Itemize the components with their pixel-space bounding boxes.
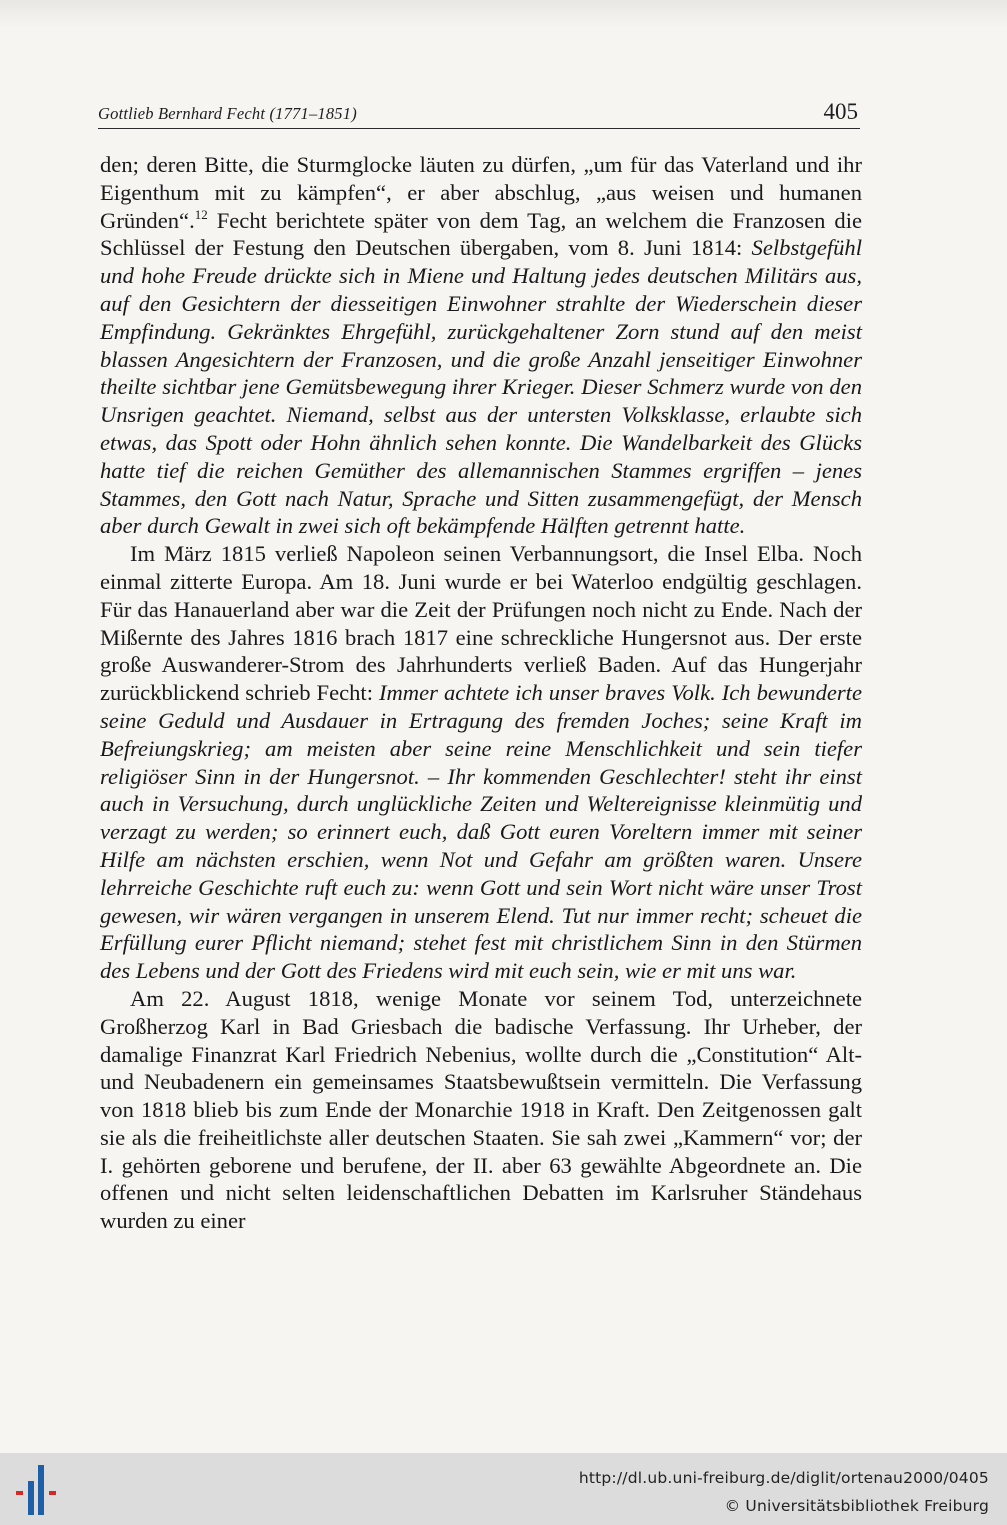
viewer-footer <box>0 1453 1007 1525</box>
paragraph <box>100 985 862 1235</box>
running-head <box>98 98 860 129</box>
text-run: Im März 1815 verließ Napoleon seinen Verbannungsort, die Insel Elba. Noch einmal zitterte Europa. Am 18. Juni wurde er bei Waterloo endgültig geschlagen. Für das Hanauerland aber war die Zeit der Prüfungen noch nicht zu Ende. Nach der Mißernte des Jahres 1816 brach 1817 eine schreckliche Hungersnot aus. Der erste große Auswanderer-Strom des Jahrhunderts verließ Baden. Auf das Hungerjahr zurückblickend schrieb Fecht: <box>100 541 862 706</box>
source-url[interactable]: http://dl.ub.uni-freiburg.de/diglit/ortenau2000/0405 <box>578 1469 989 1487</box>
running-title: Gottlieb Bernhard Fecht (1771–1851) <box>98 104 357 123</box>
ub-freiburg-logo-icon <box>12 1461 64 1517</box>
copyright-notice: © Universitätsbibliothek Freiburg <box>724 1497 989 1515</box>
text-run: den; deren Bitte, die Sturmglocke läuten zu dürfen, „um für das Vaterland und ihr Eigenthum mit zu kämpfen“, er aber abschlug, „aus weisen und humanen Gründen“. <box>100 152 862 233</box>
page-number: 405 <box>823 99 858 124</box>
paragraph <box>100 540 862 985</box>
text-run: Am 22. August 1818, wenige Monate vor seinem Tod, unterzeichnete Großherzog Karl in Bad Griesbach die badische Verfassung. Ihr Urheber, der damalige Finanzrat Karl Friedrich Nebenius, wollte durch die „Constitution“ Alt- und Neubadenern ein gemeinsames Staatsbewußtsein vermitteln. Die Verfassung von 1818 blieb bis zum Ende der Monarchie 1918 in Kraft. Den Zeitgenossen galt sie als die freiheitlichste aller deutschen Staaten. Sie sah zwei „Kammern“ vor; der I. gehörten geborene und berufene, der II. aber 63 gewählte Abgeordnete an. Die offenen und nicht selten leidenschaftlichen Debatten im Karlsruher Ständehaus wurden zu einer <box>100 985 862 1234</box>
footnote-marker: 12 <box>194 206 208 222</box>
body-text <box>100 151 862 1235</box>
paragraph <box>100 151 862 540</box>
text-run: Fecht berichtete später von dem Tag, an welchem die Franzosen die Schlüssel der Festung den Deutschen übergaben, vom 8. Juni 1814: <box>100 207 862 261</box>
italic-quote: Selbstgefühl und hohe Freude drückte sich in Miene und Haltung jedes deutschen Militärs aus, auf den Gesichtern der diesseitigen Einwohner strahlte der Wiederschein dieser Empfindung. Gekränktes Ehrgefühl, zurückgehaltener Zorn stund auf den meist blassen Angesichtern der Franzosen, und die große Anzahl jenseitiger Einwohner theilte sichtbar jene Gemütsbewegung ihrer Krieger. Dieser Schmerz wurde von den Unsrigen geachtet. Niemand, selbst aus der untersten Volksklasse, erlaubte sich etwas, das Spott oder Hohn ähnlich sehen konnte. Die Wandelbarkeit des Glücks hatte tief die reichen Gemüther des allemannischen Stammes ergriffen – jenes Stammes, den Gott nach Natur, Sprache und Sitten zusammengefügt, der Mensch aber durch Gewalt in zwei sich oft bekämpfende Hälften getrennt hatte. <box>100 235 862 539</box>
page-top-edge <box>0 0 1007 28</box>
italic-quote: Immer achtete ich unser braves Volk. Ich bewunderte seine Geduld und Ausdauer in Ertragung des fremden Joches; seine Kraft im Befreiungskrieg; am meisten aber seine reine Menschlichkeit und sein tiefer religiöser Sinn in der Hungersnot. – Ihr kommenden Geschlechter! steht ihr einst auch in Versuchung, durch unglückliche Zeiten und Weltereignisse kleinmütig und verzagt zu werden; so erinnert euch, daß Gott euren Voreltern immer mit seiner Hilfe am nächsten erschien, wenn Not und Gefahr am größten waren. Unsere lehrreiche Geschichte ruft euch zu: wenn Gott und sein Wort nicht wäre unser Trost gewesen, wir wären vergangen in unserem Elend. Tut nur immer recht; scheuet die Erfüllung eurer Pflicht niemand; stehet fest mit christlichem Sinn in den Stürmen des Lebens und der Gott des Friedens wird mit euch sein, wie er mit uns war. <box>100 680 862 984</box>
